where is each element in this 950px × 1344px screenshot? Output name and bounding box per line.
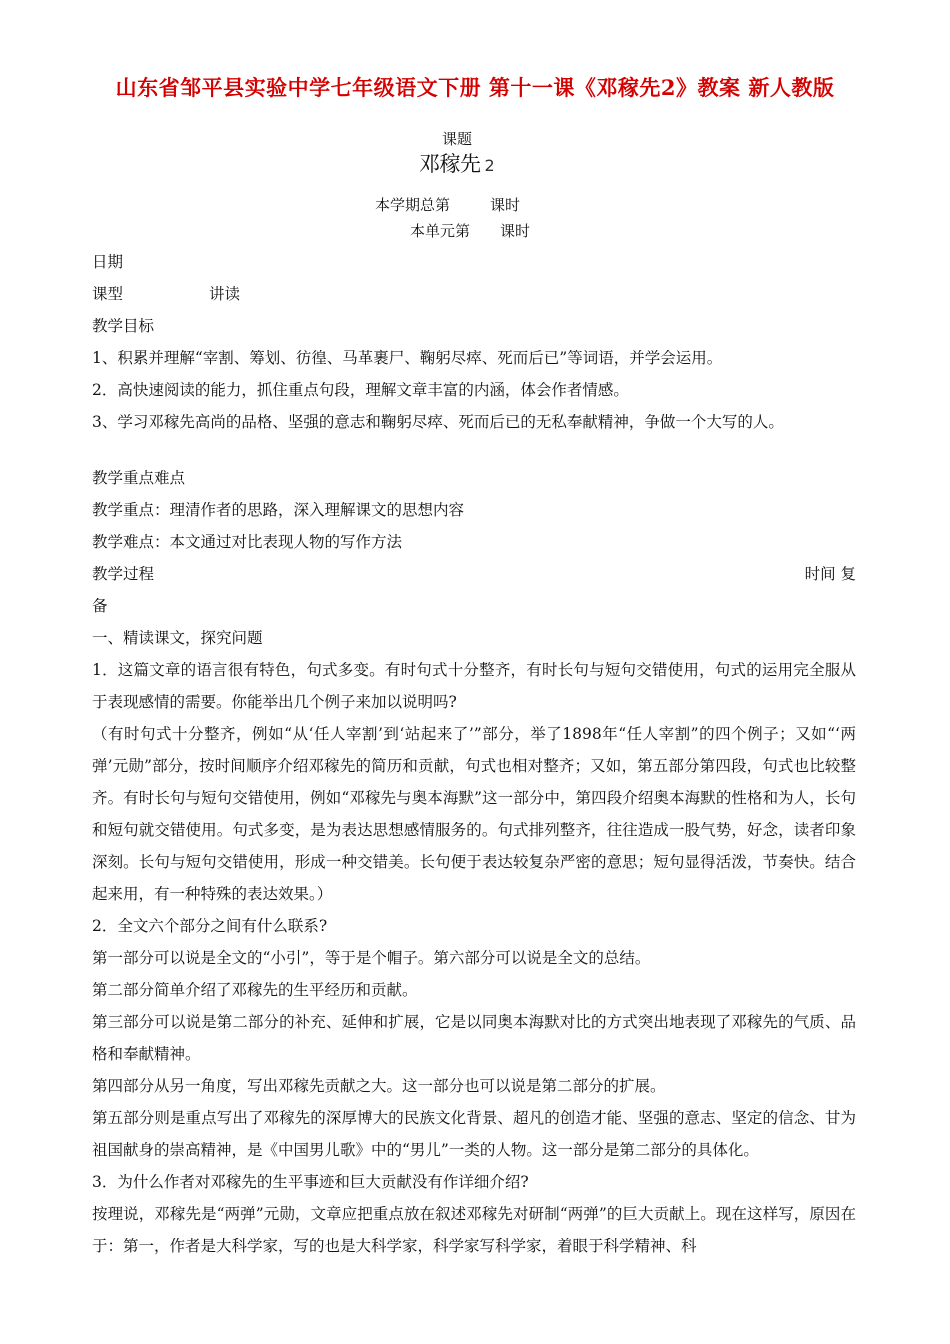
key-points-heading: 教学重点难点 [92, 469, 186, 487]
lesson-name [419, 148, 494, 178]
document-title: 山东省邹平县实验中学七年级语文下册 第十一课《邓稼先2》教案 新人教版 [115, 75, 835, 100]
answer-2-paragraph: 第二部分简单介绍了邓稼先的生平经历和贡献。 [92, 981, 418, 999]
document-body [92, 246, 856, 1262]
lesson-type-value: 讲读 [209, 285, 241, 303]
semester-period-line [375, 194, 520, 215]
answer-2-paragraph: 第五部分则是重点写出了邓稼先的深厚博大的民族文化背景、超凡的创造才能、坚强的意志、坚定的信念、甘为祖国献身的崇高精神，是《中国男儿歌》中的“男儿”一类的人物。这一部分是第二部分的具体化。 [92, 1109, 856, 1159]
goal-item: 3、学习邓稼先高尚的品格、坚强的意志和鞠躬尽瘁、死而后已的无私奉献精神，争做一个大写的人。 [92, 413, 784, 431]
question-2: 2．全文六个部分之间有什么联系? [92, 917, 328, 935]
unit-prefix: 本单元第 [410, 222, 471, 240]
answer-2-paragraph: 第一部分可以说是全文的“小引”，等于是个帽子。第六部分可以说是全文的总结。 [92, 949, 651, 967]
unit-suffix: 课时 [500, 222, 531, 240]
semester-prefix: 本学期总第 [375, 196, 451, 214]
lesson-type-line [92, 278, 856, 310]
answer-3: 按理说，邓稼先是“两弹”元勋，文章应把重点放在叙述邓稼先对研制“两弹”的巨大贡献上。现在这样写，原因在于：第一，作者是大科学家，写的也是大科学家，科学家写科学家，着眼于科学精神、科 [92, 1205, 856, 1255]
time-review-label: 时间 复 [804, 565, 856, 583]
answer-1: （有时句式十分整齐，例如“从‘任人宰割’到‘站起来了’”部分，举了1898年“任人宰割”的四个例子；又如“‘两弹’元勋”部分，按时间顺序介绍邓稼先的简历和贡献，句式也相对整齐；又如，第五部分第四段，句式也比较整齐。有时长句与短句交错使用，例如“邓稼先与奥本海默”这一部分中，第四段介绍奥本海默的性格和为人，长句和短句就交错使用。句式多变，是为表达思想感情服务的。句式排列整齐，往往造成一股气势，好念，读者印象深刻。长句与短句交错使用，形成一种交错美。长句便于表达较复杂严密的意思；短句显得活泼，节奏快。结合起来用，有一种特殊的表达效果。） [92, 725, 856, 903]
teaching-focus: 教学重点：理清作者的思路，深入理解课文的思想内容 [92, 501, 465, 519]
unit-period-line [410, 220, 530, 241]
date-label: 日期 [92, 253, 124, 271]
goal-item: 1、积累并理解“宰割、筹划、彷徨、马革裹尸、鞠躬尽瘁、死而后已”等词语，并学会运用。 [92, 349, 723, 367]
lesson-type-label: 课型 [92, 285, 124, 303]
goals-heading: 教学目标 [92, 317, 155, 335]
process-heading-row [92, 558, 856, 590]
time-review-label-cont: 备 [92, 597, 108, 615]
goal-item: 2．高快速阅读的能力，抓住重点句段，理解文章丰富的内涵，体会作者情感。 [92, 381, 629, 399]
answer-2-paragraph: 第四部分从另一角度，写出邓稼先贡献之大。这一部分也可以说是第二部分的扩展。 [92, 1077, 666, 1095]
topic-label: 课题 [442, 130, 473, 148]
lesson-name-text: 邓稼先 [419, 152, 481, 176]
section-heading: 一、精读课文，探究问题 [92, 629, 263, 647]
process-heading: 教学过程 [92, 565, 155, 583]
question-1: 1．这篇文章的语言很有特色，句式多变。有时句式十分整齐，有时长句与短句交错使用，句式的运用完全服从于表现感情的需要。你能举出几个例子来加以说明吗? [92, 661, 856, 711]
answer-2-paragraph: 第三部分可以说是第二部分的补充、延伸和扩展，它是以同奥本海默对比的方式突出地表现了邓稼先的气质、品格和奉献精神。 [92, 1013, 856, 1063]
question-3: 3．为什么作者对邓稼先的生平事迹和巨大贡献没有作详细介绍? [92, 1173, 529, 1191]
teaching-difficulty: 教学难点：本文通过对比表现人物的写作方法 [92, 533, 403, 551]
semester-suffix: 课时 [490, 196, 521, 214]
lesson-name-number: 2 [484, 156, 495, 175]
